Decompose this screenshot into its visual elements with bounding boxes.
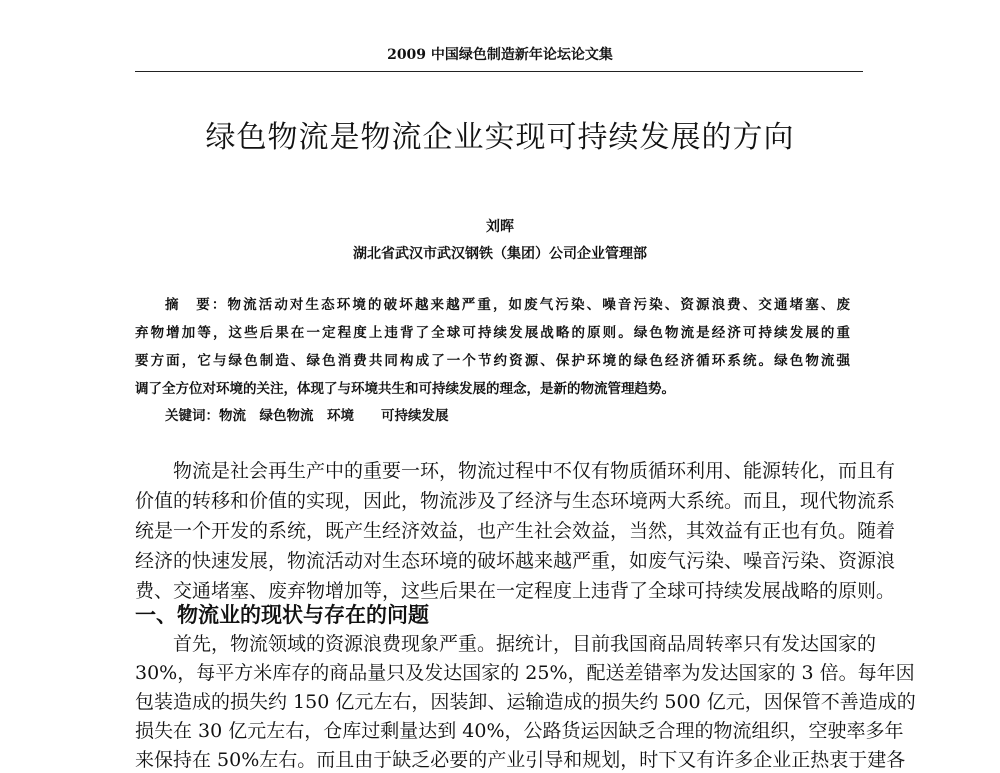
body-line: 统是一个开发的系统，既产生经济效益，也产生社会效益，当然，其效益有正也有负。随着 — [135, 520, 896, 542]
body-line: 30%，每平方米库存的商品量只及发达国家的 25%，配送差错率为发达国家的 3 倍。每年因 — [135, 662, 915, 684]
abstract-line: 调了全方位对环境的关注，体现了与环境共生和可持续发展的理念，是新的物流管理趋势。 — [135, 381, 675, 397]
author: 刘晖 — [486, 219, 514, 235]
body-line: 价值的转移和价值的实现，因此，物流涉及了经济与生态环境两大系统。而且，现代物流系 — [135, 490, 896, 512]
affiliation: 湖北省武汉市武汉钢铁（集团）公司企业管理部 — [353, 246, 647, 262]
body-line: 经济的快速发展，物流活动对生态环境的破坏越来越严重，如废气污染、噪音污染、资源浪 — [135, 550, 896, 572]
body-line: 损失在 30 亿元左右，仓库过剩量达到 40%，公路货运因缺乏合理的物流组织，空驶率多年 — [135, 720, 904, 742]
body-line: 物流是社会再生产中的重要一环，物流过程中不仅有物质循环利用、能源转化，而且有 — [135, 460, 896, 482]
body-line: 来保持在 50%左右。而且由于缺乏必要的产业引导和规划，时下又有许多企业正热衷于建各 — [135, 749, 906, 771]
abstract-line: 摘 要：物流活动对生态环境的破坏越来越严重，如废气污染、噪音污染、资源浪费、交通堵塞、废 — [165, 297, 850, 313]
abstract-line: 弃物增加等，这些后果在一定程度上违背了全球可持续发展战略的原则。绿色物流是经济可持续发展的重 — [135, 325, 850, 341]
keywords: 关键词：物流 绿色物流 环境 可持续发展 — [165, 408, 449, 424]
abstract-line: 要方面，它与绿色制造、绿色消费共同构成了一个节约资源、保护环境的绿色经济循环系统。绿色物流强 — [135, 353, 850, 369]
body-line: 费、交通堵塞、废弃物增加等，这些后果在一定程度上违背了全球可持续发展战略的原则。 — [135, 580, 896, 602]
paper-title: 绿色物流是物流企业实现可持续发展的方向 — [205, 120, 795, 155]
section-heading: 一、物流业的现状与存在的问题 — [135, 603, 429, 627]
body-line: 包装造成的损失约 150 亿元左右，因装卸、运输造成的损失约 500 亿元，因保管不善造成的 — [135, 691, 916, 713]
header-rule — [135, 71, 863, 72]
body-line: 首先，物流领域的资源浪费现象严重。据统计，目前我国商品周转率只有发达国家的 — [135, 633, 877, 655]
running-head: 2009 中国绿色制造新年论坛论文集 — [387, 47, 613, 63]
